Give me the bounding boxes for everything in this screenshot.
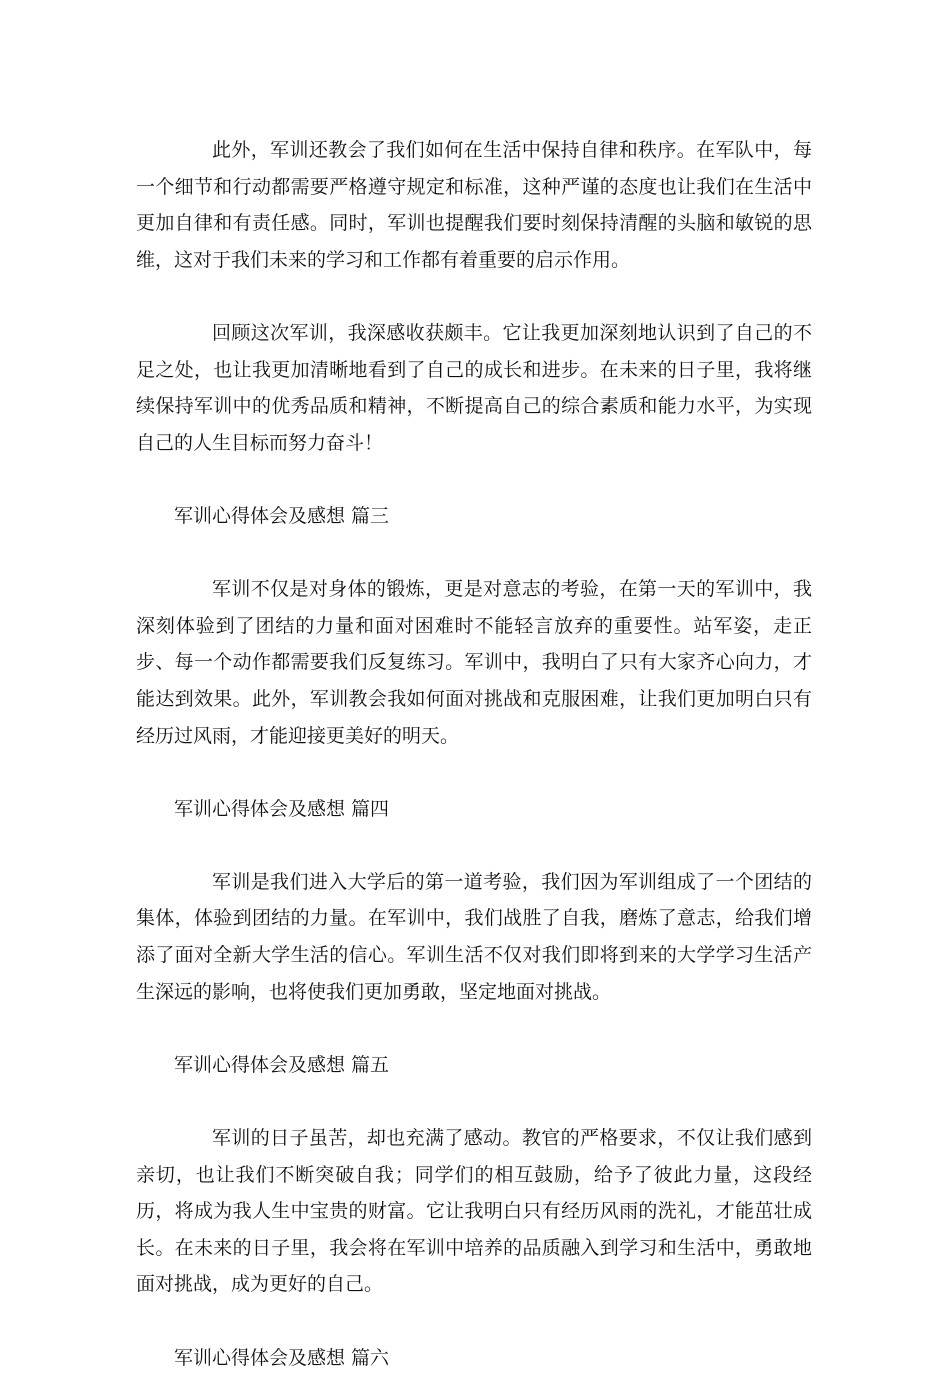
paragraph-self-discipline: 此外，军训还教会了我们如何在生活中保持自律和秩序。在军队中，每一个细节和行动都需要严格遵守规定和标准，这种严谨的态度也让我们在生活中更加自律和有责任感。同时，军训也提醒我们要时刻保持清醒的头脑和敏锐的思维，这对于我们未来的学习和工作都有着重要的启示作用。 [136, 139, 812, 271]
paragraph-gap [136, 1010, 812, 1047]
paragraph-gap [136, 278, 812, 315]
paragraph-gap [136, 827, 812, 864]
section-heading-part-5: 军训心得体会及感想 篇五 [174, 1053, 390, 1076]
paragraph-part-3: 军训不仅是对身体的锻炼，更是对意志的考验，在第一天的军训中，我深刻体验到了团结的力量和面对困难时不能轻言放弃的重要性。站军姿，走正步、每一个动作都需要我们反复练习。军训中，我明白了只有大家齐心向力，才能达到效果。此外，军训教会我如何面对挑战和克服困难，让我们更加明白只有经历过风雨，才能迎接更美好的明天。 [136, 578, 812, 747]
paragraph-gap [136, 754, 812, 791]
section-heading-part-4: 军训心得体会及感想 篇四 [174, 797, 390, 820]
paragraph-gap [136, 535, 812, 572]
section-heading-part-3: 军训心得体会及感想 篇三 [174, 504, 390, 527]
section-heading-part-6: 军训心得体会及感想 篇六 [174, 1346, 390, 1369]
paragraph-part-5: 军训的日子虽苦，却也充满了感动。教官的严格要求，不仅让我们感到亲切，也让我们不断突破自我；同学们的相互鼓励，给予了彼此力量，这段经历，将成为我人生中宝贵的财富。它让我明白只有经历风雨的洗礼，才能茁壮成长。在未来的日子里，我会将在军训中培养的品质融入到学习和生活中，勇敢地面对挑战，成为更好的自己。 [136, 1127, 812, 1296]
paragraph-gap [136, 461, 812, 498]
paragraph-part-4: 军训是我们进入大学后的第一道考验，我们因为军训组成了一个团结的集体，体验到团结的力量。在军训中，我们战胜了自我，磨炼了意志，给我们增添了面对全新大学生活的信心。军训生活不仅对我们即将到来的大学学习生活产生深远的影响，也将使我们更加勇敢，坚定地面对挑战。 [136, 870, 812, 1003]
document-body [136, 132, 812, 1376]
paragraph-gap [136, 1083, 812, 1120]
paragraph-review: 回顾这次军训，我深感收获颇丰。它让我更加深刻地认识到了自己的不足之处，也让我更加清晰地看到了自己的成长和进步。在未来的日子里，我将继续保持军训中的优秀品质和精神，不断提高自己的综合素质和能力水平，为实现自己的人生目标而努力奋斗！ [136, 321, 812, 454]
paragraph-gap [136, 1303, 812, 1340]
